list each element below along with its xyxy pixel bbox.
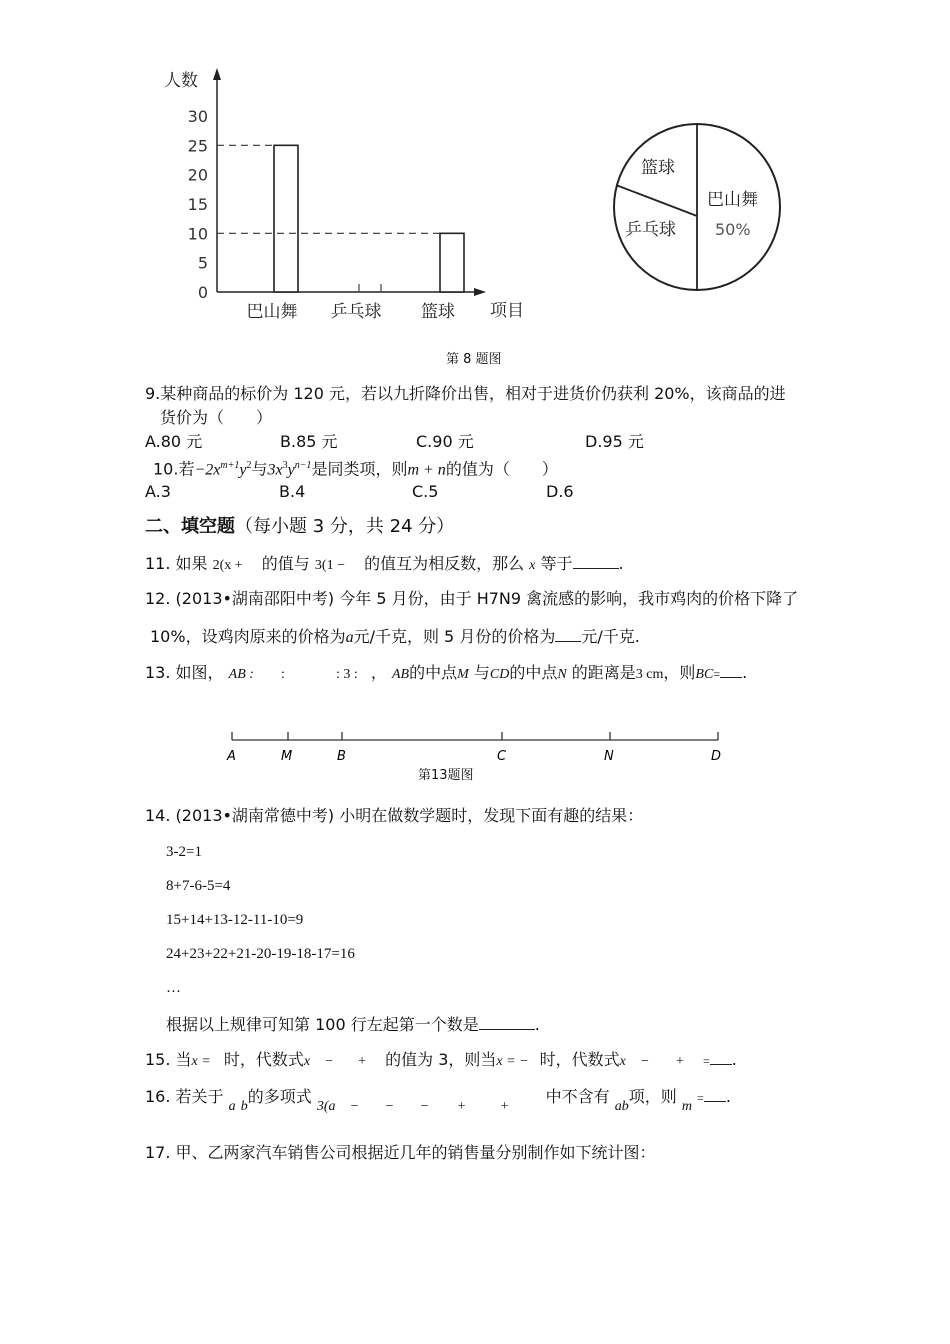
q15-line — [145, 1048, 737, 1072]
q13-m: 的距离是 — [571, 663, 636, 682]
q11-g: 等于 — [540, 554, 573, 573]
q10-term1-y: y — [239, 461, 247, 479]
bar-y-tick-label: 20 — [187, 165, 208, 185]
q16-l: ab — [614, 1099, 629, 1114]
q10-term1-sup: m+1 — [220, 460, 240, 471]
q16-answer-blank — [704, 1085, 726, 1102]
q8-bar-chart — [150, 60, 550, 340]
q13-i: 与 — [473, 663, 490, 682]
q10-term2-y-sup: n−1 — [294, 460, 312, 471]
q15-j: x — [619, 1054, 626, 1069]
bar-2 — [440, 233, 464, 292]
q13-answer-blank — [720, 661, 742, 678]
q13-point-a: A — [227, 749, 236, 764]
q16-e: 3(a — [316, 1099, 336, 1114]
q10-term1: −2x — [194, 461, 221, 479]
q14-row-5: … — [166, 980, 181, 996]
q16-h: − — [420, 1099, 429, 1114]
bar-category-label: 乒乓球 — [330, 302, 382, 322]
q13-l: N — [557, 667, 567, 682]
q16-b: a — [228, 1099, 236, 1114]
q16-n: m — [681, 1099, 692, 1114]
q16-i: + — [457, 1099, 466, 1114]
q12-l2c: 元/千克，则 5 月份的价格为 — [353, 627, 556, 646]
section2-heading — [145, 516, 454, 538]
q17-text: 17. 甲、乙两家汽车销售公司根据近几年的销售量分别制作如下统计图： — [145, 1143, 656, 1162]
q15-i: 时，代数式 — [539, 1050, 620, 1069]
q11-e: 的值互为相反数，那么 — [364, 554, 525, 573]
q13-point-m: M — [281, 749, 293, 764]
q15-g: 的值为 3，则当 — [385, 1050, 497, 1069]
q10-prefix: 10.若 — [153, 459, 195, 479]
q13-p: BC — [695, 667, 714, 682]
bar-y-label: 人数 — [164, 71, 198, 91]
bar-y-axis-arrow — [213, 68, 221, 80]
bar-category-label: 巴山舞 — [246, 302, 298, 322]
q13-q: = — [713, 667, 721, 681]
q15-b: x = — [191, 1054, 211, 1069]
q10-option-d: D.6 — [546, 482, 574, 501]
section2-note: （每小题 3 分，共 24 分） — [235, 516, 455, 537]
q13-a: 13. 如图， — [145, 663, 224, 682]
bar-y-tick-label: 30 — [187, 107, 208, 126]
q13-d: : 3 : — [335, 667, 358, 682]
q16-g: − — [385, 1099, 394, 1114]
pie-slice-label-pingpong: 乒乓球 — [625, 220, 676, 240]
bar-x-axis-arrow — [474, 288, 486, 296]
bar-y-tick-label: 10 — [187, 224, 208, 244]
q11-line — [145, 552, 624, 576]
q16-m: 项，则 — [628, 1087, 677, 1106]
q10-term2-y: y — [287, 461, 295, 479]
q13-k: 的中点 — [509, 663, 558, 682]
q15-answer-blank — [710, 1048, 732, 1065]
q16-k: 中不含有 — [545, 1087, 610, 1106]
q14-answer-blank — [479, 1013, 535, 1030]
q16-j: + — [500, 1099, 509, 1114]
q11-b: 2(x + — [212, 558, 243, 573]
q13-g: 的中点 — [409, 663, 458, 682]
q8-pie-chart — [605, 115, 790, 300]
q10-term1-y-sup: 2 — [246, 460, 252, 471]
bar-category-label: 篮球 — [421, 302, 455, 322]
q13-line — [145, 661, 747, 685]
q15-h: x = − — [496, 1054, 529, 1069]
q10-mid: 与 — [251, 459, 268, 479]
q15-m: = — [702, 1054, 710, 1068]
q9-option-a: A.80 元 — [145, 432, 203, 451]
section2-title: 二、填空题 — [145, 516, 235, 537]
q15-k: − — [640, 1054, 649, 1069]
q15-f: + — [358, 1054, 367, 1069]
q10-option-c: C.5 — [412, 482, 439, 501]
q10-term2-sup: 3 — [282, 460, 288, 471]
q9-option-b: B.85 元 — [280, 432, 338, 451]
pie-divider-diagonal — [616, 185, 697, 216]
q13-r: . — [742, 663, 748, 682]
q10-suffix2: 的值为（ ） — [445, 459, 558, 479]
q16-line — [145, 1085, 731, 1117]
q13-f: AB — [391, 667, 410, 682]
q11-c: 的值与 — [261, 554, 310, 573]
pie-slice-label-basketball: 篮球 — [641, 158, 675, 178]
bar-x-label: 项目 — [490, 301, 524, 321]
q12-line1: 12. (2013•湖南邵阳中考) 今年 5 月份，由于 H7N9 禽流感的影响，我市鸡肉的价格下降了 — [145, 589, 799, 608]
q16-c: b — [240, 1099, 248, 1114]
q15-e: − — [325, 1054, 334, 1069]
pie-slice-value-bashanwu: 50% — [715, 220, 751, 239]
q13-point-d: D — [711, 749, 722, 764]
q15-a: 15. 当 — [145, 1050, 192, 1069]
q13-ticks — [232, 732, 718, 740]
q13-h: M — [457, 667, 469, 682]
q9-line1: 9.某种商品的标价为 120 元，若以九折降价出售，相对于进货价仍获利 20%，该商品的进 — [145, 384, 786, 403]
pie-slice-label-bashanwu: 巴山舞 — [707, 190, 758, 210]
q13-caption: 第13题图 — [418, 768, 474, 783]
q16-d: 的多项式 — [247, 1087, 312, 1106]
q14-row-4: 24+23+22+21-20-19-18-17=16 — [166, 946, 355, 962]
q14-row-1: 3-2=1 — [166, 844, 202, 860]
q16-f: − — [350, 1099, 359, 1114]
q9-option-c: C.90 元 — [416, 432, 474, 451]
q14-end: . — [534, 1015, 540, 1034]
q13-o: ，则 — [663, 663, 696, 682]
q12-line2 — [150, 625, 640, 648]
q15-n: . — [731, 1050, 737, 1069]
bar-y-tick-label: 5 — [197, 253, 208, 273]
q13-e: ， — [370, 663, 387, 682]
bar-0 — [274, 145, 298, 292]
q14-intro: 14. (2013•湖南常德中考) 小明在做数学题时，发现下面有趣的结果： — [145, 806, 644, 825]
q16-p: . — [725, 1087, 731, 1106]
q14-row-3: 15+14+13-12-11-10=9 — [166, 912, 304, 928]
q9-line2: 货价为（ ） — [160, 408, 273, 427]
q10-option-a: A.3 — [145, 482, 171, 501]
q13-c: : — [281, 667, 285, 682]
q12-l2a: 10%，设鸡肉原来的价格为 — [150, 627, 346, 646]
q12-answer-blank — [555, 625, 581, 642]
q8-caption: 第 8 题图 — [446, 352, 502, 367]
q13-point-b: B — [337, 749, 346, 764]
q13-point-c: C — [497, 749, 507, 764]
q11-d: 3(1 − — [314, 558, 345, 573]
q11-f: x — [529, 558, 536, 573]
q13-segment-figure — [220, 722, 730, 768]
q13-b: AB : — [228, 667, 254, 682]
q12-l2d: 元/千克. — [581, 627, 640, 646]
bar-y-tick-label: 15 — [187, 195, 208, 214]
q14-row-2: 8+7-6-5=4 — [166, 878, 231, 894]
q11-a: 11. 如果 — [145, 554, 208, 573]
bar-y-tick-label: 0 — [197, 283, 208, 302]
q9-option-d: D.95 元 — [585, 432, 644, 451]
q14-conclusion — [166, 1013, 540, 1035]
q10-option-b: B.4 — [279, 482, 306, 501]
q16-o: = — [697, 1091, 704, 1105]
q10-expr: m + n — [407, 461, 446, 479]
q15-c: 时，代数式 — [223, 1050, 304, 1069]
q13-n: 3 cm — [635, 667, 664, 682]
q13-j: CD — [489, 667, 510, 682]
q10-suffix1: 是同类项，则 — [311, 459, 408, 479]
q16-a: 16. 若关于 — [145, 1087, 224, 1106]
bar-y-tick-label: 25 — [187, 136, 208, 156]
q11-answer-blank — [573, 552, 619, 569]
q12-l2b: a — [345, 629, 354, 646]
q15-l: + — [675, 1054, 684, 1069]
q15-d: x — [303, 1054, 311, 1069]
q13-point-n: N — [604, 749, 614, 764]
q10-stem — [153, 456, 558, 480]
q11-h: . — [618, 554, 624, 573]
q14-conclusion-text: 根据以上规律可知第 100 行左起第一个数是 — [166, 1015, 479, 1034]
q10-term2: 3x — [267, 461, 283, 479]
